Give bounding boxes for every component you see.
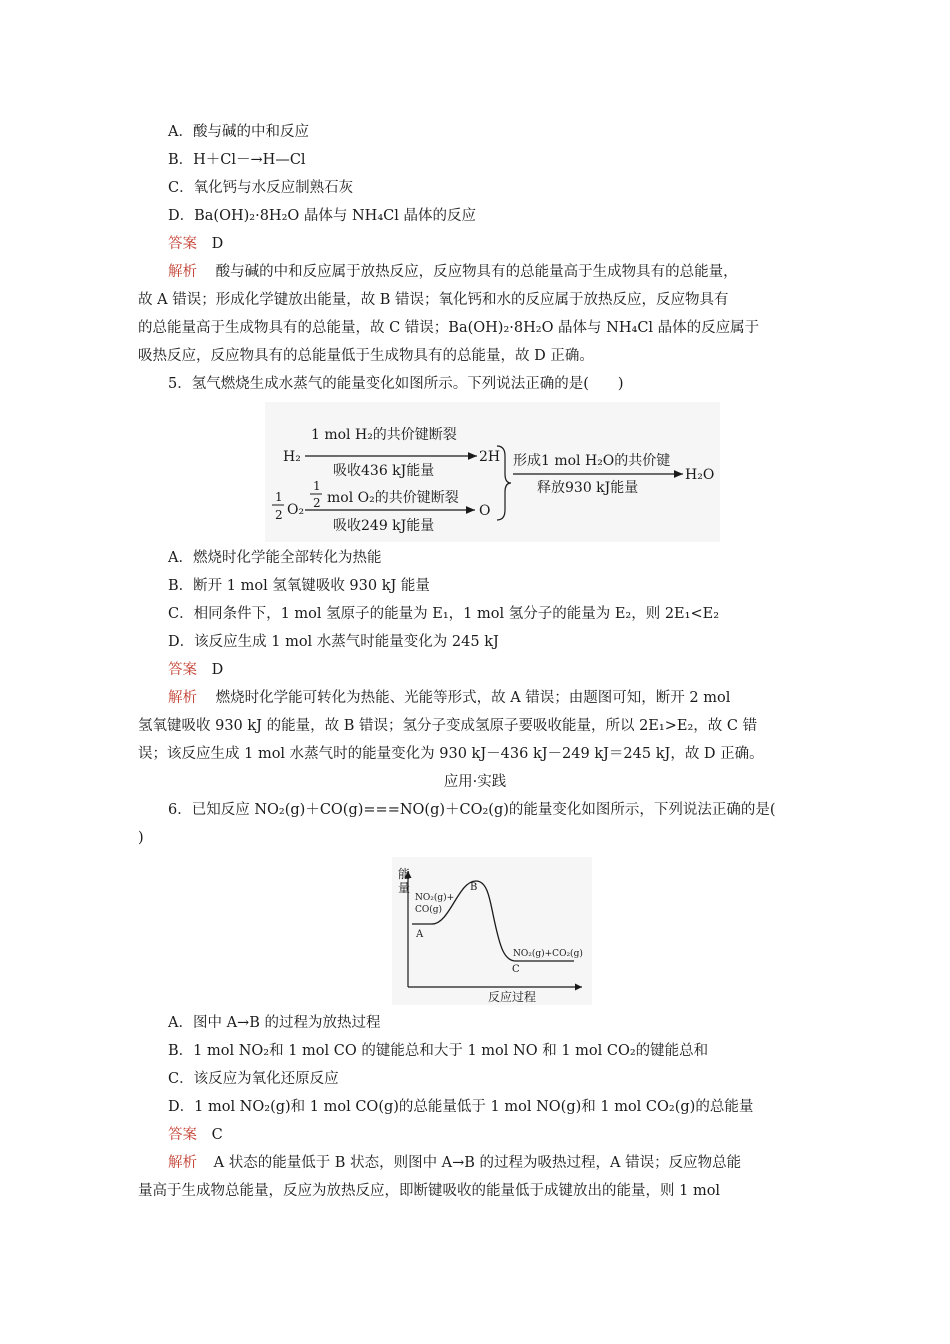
q4-explanation-line-2: 故 A 错误；形成化学键放出能量，故 B 错误；氧化钙和水的反应属于放热反应，反应物具有 [138, 292, 729, 308]
answer-value: D [211, 236, 224, 252]
q6-explanation-line-2: 量高于生成物总能量，反应为放热反应，即断键吸收的能量低于成键放出的能量，则 1 mol [138, 1183, 721, 1199]
q6-stem-line-2: ) [138, 830, 144, 846]
o2-coef-den: 2 [275, 508, 283, 522]
answer-value: D [211, 662, 224, 678]
q4-explanation-line-3: 的总能量高于生成物具有的总能量，故 C 错误；Ba(OH)₂·8H₂O 晶体与 NH₄Cl 晶体的反应属于 [138, 320, 760, 336]
q4-option-c: C．氧化钙与水反应制熟石灰 [168, 180, 354, 196]
explanation-label: 解析 [168, 690, 197, 706]
reactant-label-2: CO(g) [415, 905, 443, 915]
answer-label: 答案 [168, 236, 197, 252]
point-b-label: B [470, 882, 478, 893]
q4-option-d: D．Ba(OH)₂·8H₂O 晶体与 NH₄Cl 晶体的反应 [168, 208, 476, 224]
arrow1-top-label: 1 mol H₂的共价键断裂 [311, 427, 457, 443]
q4-explanation-line-4: 吸热反应，反应物具有的总能量低于生成物具有的总能量，故 D 正确。 [138, 348, 594, 364]
explanation-text: 酸与碱的中和反应属于放热反应，反应物具有的总能量高于生成物具有的总能量， [215, 264, 738, 280]
q5-option-a: A．燃烧时化学能全部转化为热能 [168, 550, 382, 566]
arrow2-num: 1 [313, 479, 321, 493]
q6-option-c: C．该反应为氧化还原反应 [168, 1071, 339, 1087]
q5-explanation-line-2: 氢氧键吸收 930 kJ 的能量，故 B 错误；氢分子变成氢原子要吸收能量，所以 2E₁>E₂，故 C 错 [138, 718, 758, 734]
q6-stem-line-1: 6．已知反应 NO₂(g)＋CO(g)===NO(g)＋CO₂(g)的能量变化如图所示，下列说法正确的是( [168, 802, 776, 818]
q6-option-b: B．1 mol NO₂和 1 mol CO 的键能总和大于 1 mol NO 和 1 mol CO₂的键能总和 [168, 1043, 709, 1059]
arrow3-top-label: 形成1 mol H₂O的共价键 [513, 453, 671, 469]
explanation-label: 解析 [168, 1155, 197, 1171]
q4-explanation-line-1 [168, 262, 738, 282]
answer-value: C [211, 1127, 223, 1143]
explanation-text: A 状态的能量低于 B 状态，则图中 A→B 的过程为吸热过程，A 错误；反应物总能 [213, 1155, 742, 1171]
product-label: NO₂(g)+CO₂(g) [513, 949, 583, 959]
q6-option-a: A．图中 A→B 的过程为放热过程 [168, 1015, 381, 1031]
q5-option-d: D．该反应生成 1 mol 水蒸气时能量变化为 245 kJ [168, 634, 499, 650]
arrow1-bottom-label: 吸收436 kJ能量 [333, 463, 435, 479]
q6-answer [168, 1125, 223, 1145]
arrow2-top-label: mol O₂的共价键断裂 [327, 490, 459, 506]
h2o-label: H₂O [685, 467, 715, 483]
q4-option-a: A．酸与碱的中和反应 [168, 124, 309, 140]
arrow2-bottom-label: 吸收249 kJ能量 [333, 518, 435, 534]
o2-coef-num: 1 [275, 490, 283, 504]
q5-explanation-line-1 [168, 688, 730, 708]
q5-answer [168, 660, 223, 680]
q5-option-c: C．相同条件下，1 mol 氢原子的能量为 E₁，1 mol 氢分子的能量为 E₂，则 2E₁<E₂ [168, 606, 720, 622]
point-c-label: C [512, 964, 520, 975]
q5-diagram-svg [265, 402, 720, 542]
arrow3-bottom-label: 释放930 kJ能量 [537, 480, 639, 496]
o2-label: O₂ [287, 502, 305, 518]
section-title: 应用·实践 [443, 774, 507, 790]
q4-answer [168, 234, 223, 254]
q5-explanation-line-3: 误；该反应生成 1 mol 水蒸气时的能量变化为 930 kJ－436 kJ－249 kJ＝245 kJ，故 D 正确。 [138, 746, 764, 762]
two-h-label: 2H [479, 449, 501, 465]
y-axis-label-2: 量 [398, 881, 411, 895]
point-a-label: A [416, 929, 424, 940]
q4-option-b: B．H＋Cl－→H—Cl [168, 152, 306, 168]
q5-energy-diagram [265, 402, 720, 542]
q5-option-b: B．断开 1 mol 氢氧键吸收 930 kJ 能量 [168, 578, 430, 594]
q6-energy-profile [392, 857, 592, 1005]
arrow2-den: 2 [313, 496, 321, 510]
explanation-label: 解析 [168, 264, 197, 280]
answer-label: 答案 [168, 1127, 197, 1143]
q6-profile-svg [392, 857, 592, 1005]
q6-option-d: D．1 mol NO₂(g)和 1 mol CO(g)的总能量低于 1 mol NO(g)和 1 mol CO₂(g)的总能量 [168, 1099, 754, 1115]
h2-label: H₂ [283, 449, 301, 465]
x-axis-label: 反应过程 [488, 990, 537, 1004]
o-label: O [479, 503, 491, 519]
reactant-label-1: NO₂(g)+ [415, 893, 455, 903]
y-axis-label-1: 能 [398, 867, 411, 881]
answer-label: 答案 [168, 662, 197, 678]
explanation-text: 燃烧时化学能可转化为热能、光能等形式，故 A 错误；由题图可知，断开 2 mol [215, 690, 731, 706]
q5-stem: 5．氢气燃烧生成水蒸气的能量变化如图所示。下列说法正确的是( ) [168, 376, 624, 392]
q6-explanation-line-1 [168, 1153, 741, 1173]
